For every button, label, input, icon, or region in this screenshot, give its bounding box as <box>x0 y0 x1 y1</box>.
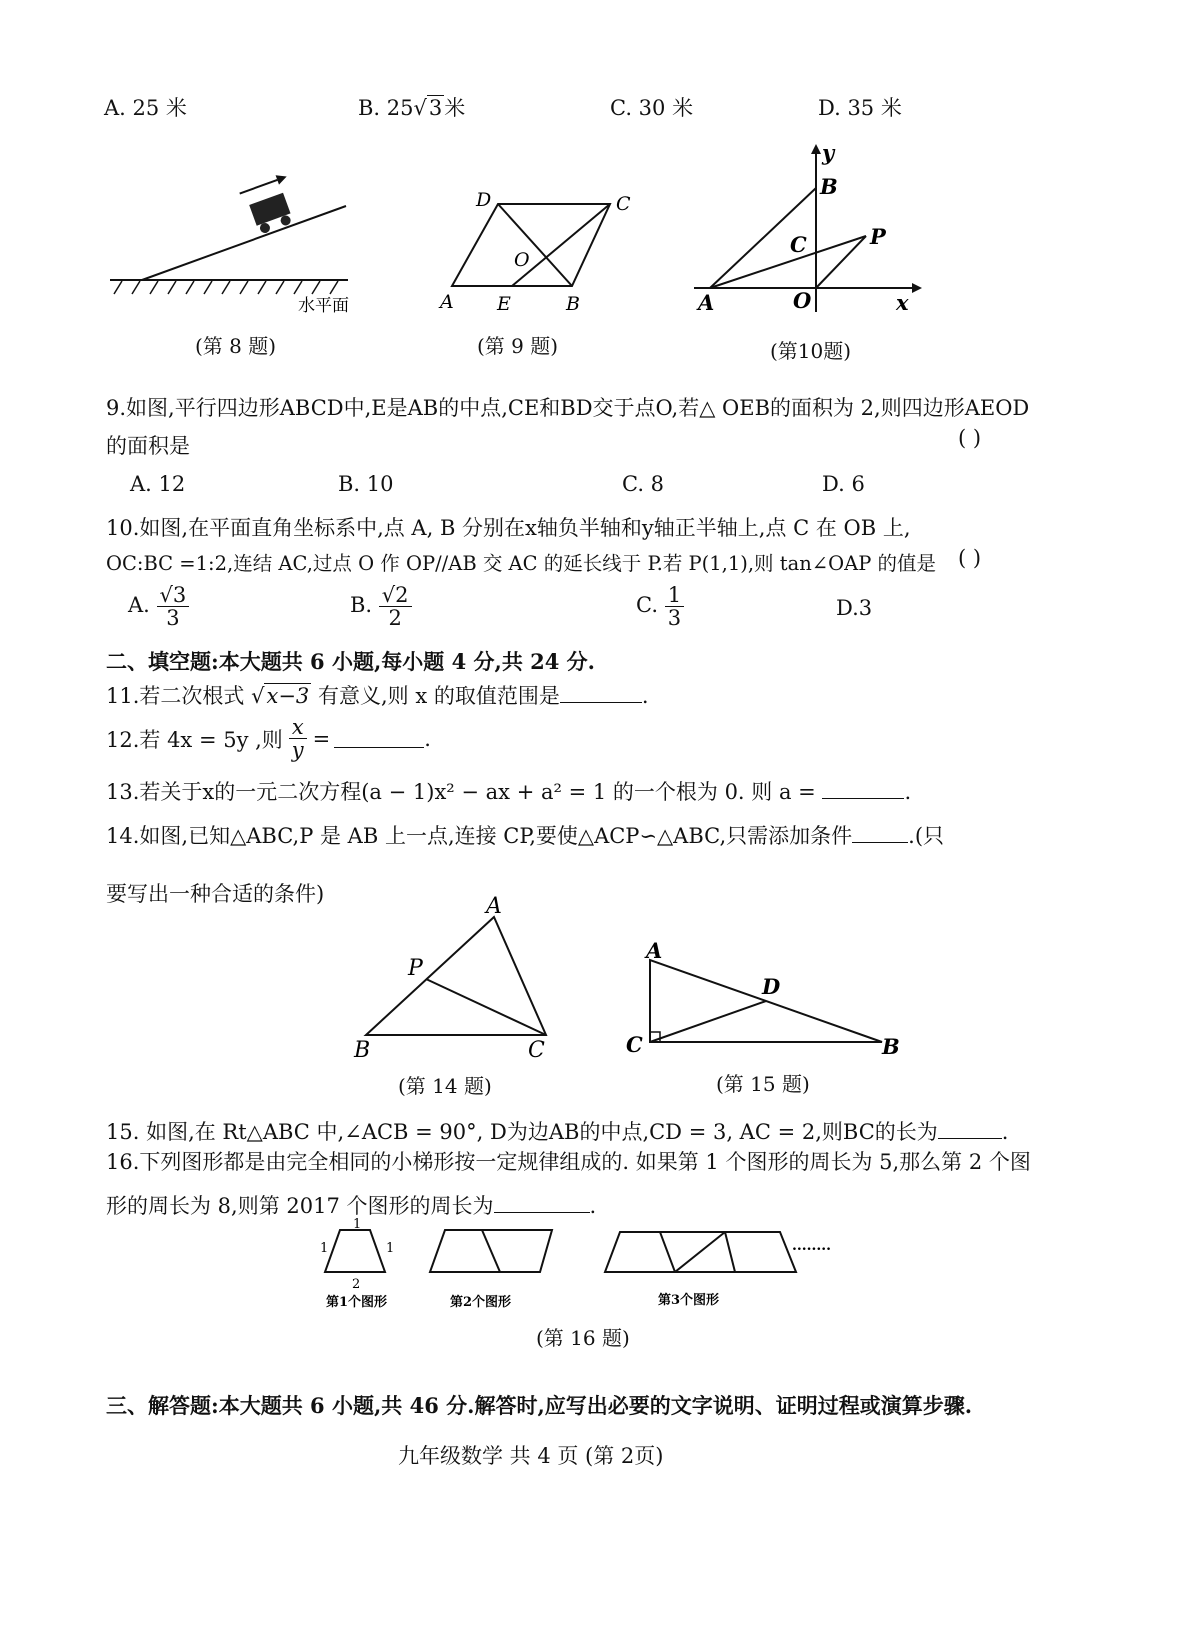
q8-option-c: C. 30 米 <box>610 96 694 120</box>
fig16-caption-1: 第1个图形 <box>326 1295 388 1310</box>
fig8-ground-label: 水平面 <box>298 296 349 316</box>
q10-option-c <box>636 584 684 629</box>
q10-line2: OC:BC =1:2,连结 AC,过点 O 作 OP//AB 交 AC 的延长线于 P.若 P(1,1),则 tan∠OAP 的值是 <box>106 552 937 575</box>
q12-den: y <box>291 738 304 763</box>
fig16-right-label: 1 <box>386 1241 395 1256</box>
q11-end: . <box>641 684 649 708</box>
fig10-label-c: C <box>790 232 807 257</box>
fig8-ground-hatch <box>114 281 338 294</box>
fig15-caption: (第 15 题) <box>716 1072 810 1096</box>
fig10-label-x: x <box>896 290 909 315</box>
fig16-top-label: 1 <box>353 1218 362 1232</box>
fig15-segment-cd <box>650 1001 766 1042</box>
q15-answer-blank[interactable] <box>938 1120 1002 1139</box>
fig16-caption: (第 16 题) <box>536 1326 630 1350</box>
q10-option-a-label: A. <box>128 593 150 618</box>
fig16-ellipsis: ........ <box>792 1238 831 1254</box>
fig10-y-arrow <box>811 144 821 154</box>
q11-radical: √x−3 <box>251 684 310 708</box>
fig9-parallelogram <box>452 204 610 286</box>
fig9-label-o: O <box>514 249 530 271</box>
q10-answer-bracket: ( ) <box>958 546 982 570</box>
q14-end: .(只 <box>908 824 945 848</box>
q10-option-b-den: 2 <box>388 606 402 631</box>
q9-answer-bracket: ( ) <box>958 426 982 450</box>
fig14-triangle-abc <box>366 917 546 1035</box>
fig15-label-c: C <box>626 1032 643 1057</box>
q10-line1: 10.如图,在平面直角坐标系中,点 A, B 分别在x轴负半轴和y轴正半轴上,点 C 在 OB 上, <box>106 516 911 540</box>
q10-option-a-fraction <box>157 584 190 629</box>
q8-option-b: B. 25√3米 <box>358 96 466 120</box>
q11-prefix: 11.若二次根式 <box>106 684 245 708</box>
fig9-caption: (第 9 题) <box>477 334 559 358</box>
q9-option-a: A. 12 <box>130 472 186 496</box>
q10-option-c-label: C. <box>636 593 658 618</box>
q15-text: 15. 如图,在 Rt△ABC 中,∠ACB = 90°, D为边AB的中点,CD = 3, AC = 2,则BC的长为 <box>106 1120 938 1144</box>
q8-option-b-radicand: 3 <box>428 96 443 120</box>
fig9-parallelogram-diagram <box>430 180 640 320</box>
q14-line2: 要写出一种合适的条件) <box>106 882 325 906</box>
q13-answer-blank[interactable] <box>822 780 904 799</box>
q8-option-d: D. 35 米 <box>818 96 902 120</box>
fig14-label-p: P <box>408 956 423 981</box>
q11 <box>106 680 649 710</box>
q16-line2 <box>106 1190 596 1220</box>
q9-line2: 的面积是 <box>106 434 190 458</box>
q10-option-b-label: B. <box>350 593 373 618</box>
fig9-label-d: D <box>476 189 492 211</box>
fig14-segment-cp <box>426 979 546 1035</box>
fig15-label-b: B <box>882 1034 900 1059</box>
q8-option-a: A. 25 米 <box>104 96 187 120</box>
fig9-label-a: A <box>440 291 454 313</box>
fig16-figure1 <box>325 1230 385 1272</box>
fig8-cart <box>238 172 302 237</box>
fig14-label-a: A <box>486 894 502 919</box>
q12-end: . <box>424 726 431 751</box>
fig10-label-o: O <box>793 288 812 313</box>
q12-equals: = <box>312 726 331 751</box>
q8-option-b-prefix: B. 25 <box>358 96 414 120</box>
page-footer: 九年级数学 共 4 页 (第 2页) <box>398 1444 664 1468</box>
fig9-label-e: E <box>497 293 511 315</box>
q10-option-a <box>128 584 189 629</box>
fig15-right-triangle-diagram <box>620 930 910 1060</box>
q11-answer-blank[interactable] <box>560 684 642 703</box>
q10-option-b-num: √2 <box>379 584 412 607</box>
q9-option-b: B. 10 <box>338 472 394 496</box>
q16-line1: 16.下列图形都是由完全相同的小梯形按一定规律组成的. 如果第 1 个图形的周长为 5,那么第 2 个图 <box>106 1150 1031 1174</box>
q14-answer-blank[interactable] <box>852 824 908 843</box>
fig16-figure3-divider1 <box>660 1232 675 1272</box>
q16-text: 形的周长为 8,则第 2017 个图形的周长为 <box>106 1194 494 1218</box>
q9-option-c: C. 8 <box>622 472 665 496</box>
fig16-trapezoid-pattern <box>310 1218 850 1318</box>
q11-text: 有意义,则 x 的取值范围是 <box>317 684 560 708</box>
fig14-caption: (第 14 题) <box>398 1074 492 1098</box>
q10-option-b-fraction <box>379 584 412 629</box>
fig9-label-c: C <box>616 193 631 215</box>
fig16-left-label: 1 <box>320 1241 329 1256</box>
section2-title: 二、填空题:本大题共 6 小题,每小题 4 分,共 24 分. <box>106 649 595 674</box>
q16-end: . <box>589 1194 597 1218</box>
q13-text: 13.若关于x的一元二次方程(a − 1)x² − ax + a² = 1 的一个根为 0. 则 a = <box>106 780 816 804</box>
q10-option-b <box>350 584 412 629</box>
fig14-triangle-diagram <box>350 885 590 1065</box>
fig16-figure3-divider3 <box>725 1232 735 1272</box>
fig10-label-a: A <box>698 290 715 315</box>
q9-option-d: D. 6 <box>822 472 865 496</box>
q9-line1: 9.如图,平行四边形ABCD中,E是AB的中点,CE和BD交于点O,若△ OEB的面积为 2,则四边形AEOD <box>106 396 1030 420</box>
q10-option-a-num: √3 <box>157 584 190 607</box>
q15 <box>106 1116 1008 1146</box>
fig10-label-p: P <box>870 224 886 249</box>
fig16-bottom-label: 2 <box>352 1277 361 1292</box>
q10-option-a-den: 3 <box>166 606 180 631</box>
q13-end: . <box>904 780 912 804</box>
fig8-caption: (第 8 题) <box>195 334 277 358</box>
q12 <box>106 716 431 761</box>
fig10-label-b: B <box>820 174 838 199</box>
q12-fraction <box>289 716 307 761</box>
q10-option-c-den: 3 <box>667 606 682 631</box>
q10-option-c-num: 1 <box>665 584 684 607</box>
fig10-segment-ap <box>710 236 866 288</box>
q14-line1 <box>106 820 944 850</box>
q12-prefix: 12.若 4x = 5y ,则 <box>106 727 283 752</box>
fig14-label-b: B <box>354 1038 371 1063</box>
section3-title: 三、解答题:本大题共 6 小题,共 46 分.解答时,应写出必要的文字说明、证明过程或演算步骤. <box>106 1393 973 1418</box>
fig10-label-y: y <box>822 140 835 165</box>
fig15-label-a: A <box>646 938 663 963</box>
q11-radicand: x−3 <box>266 684 310 708</box>
q12-num: x <box>289 716 307 739</box>
fig15-label-d: D <box>762 974 781 999</box>
fig10-caption: (第10题) <box>770 339 852 363</box>
fig16-figure3-divider2 <box>675 1232 725 1272</box>
fig16-caption-3: 第3个图形 <box>658 1293 720 1308</box>
fig8-slope-diagram <box>100 170 380 330</box>
q10-option-c-fraction <box>665 584 684 629</box>
fig16-figure2-divider <box>482 1230 500 1272</box>
q10-option-d: D.3 <box>836 596 873 620</box>
fig9-label-b: B <box>566 293 580 315</box>
q8-option-b-unit: 米 <box>444 96 466 120</box>
q16-answer-blank[interactable] <box>494 1194 590 1213</box>
q15-end: . <box>1001 1120 1009 1144</box>
q12-answer-blank[interactable] <box>334 729 424 748</box>
fig8-slope-line <box>142 206 346 280</box>
fig14-label-c: C <box>528 1038 545 1063</box>
q14-text: 14.如图,已知△ABC,P 是 AB 上一点,连接 CP,要使△ACP∽△ABC,只需添加条件 <box>106 824 853 848</box>
fig10-x-arrow <box>912 283 922 293</box>
q13 <box>106 776 911 806</box>
fig16-caption-2: 第2个图形 <box>450 1295 512 1310</box>
fig10-coordinate-diagram <box>690 140 930 320</box>
